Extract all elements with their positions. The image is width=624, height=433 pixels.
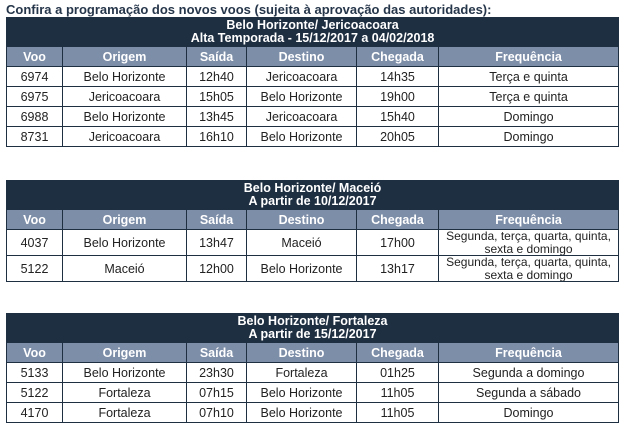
column-header-saida: Saída xyxy=(187,343,247,363)
cell-voo: 6988 xyxy=(7,107,63,127)
cell-frequencia: Domingo xyxy=(439,107,619,127)
cell-destino: Belo Horizonte xyxy=(247,383,357,403)
column-header-chegada: Chegada xyxy=(357,47,439,67)
table-row xyxy=(7,87,619,107)
cell-voo: 6974 xyxy=(7,67,63,87)
cell-voo: 5133 xyxy=(7,363,63,383)
cell-saida: 12h40 xyxy=(187,67,247,87)
cell-destino: Belo Horizonte xyxy=(247,127,357,147)
column-header-chegada: Chegada xyxy=(357,343,439,363)
flight-table-maceio xyxy=(6,180,618,282)
cell-voo: 5122 xyxy=(7,256,63,282)
cell-origem: Maceió xyxy=(63,256,187,282)
column-header-voo: Voo xyxy=(7,343,63,363)
cell-chegada: 17h00 xyxy=(357,230,439,256)
cell-saida: 15h05 xyxy=(187,87,247,107)
column-header-origem: Origem xyxy=(63,47,187,67)
table-row xyxy=(7,67,619,87)
table-row xyxy=(7,230,619,256)
cell-saida: 23h30 xyxy=(187,363,247,383)
table-row xyxy=(7,107,619,127)
route-period: A partir de 15/12/2017 xyxy=(248,327,377,341)
column-header-voo: Voo xyxy=(7,47,63,67)
cell-destino: Jericoacoara xyxy=(247,67,357,87)
column-header-origem: Origem xyxy=(63,210,187,230)
cell-chegada: 01h25 xyxy=(357,363,439,383)
cell-destino: Belo Horizonte xyxy=(247,256,357,282)
cell-origem: Belo Horizonte xyxy=(63,107,187,127)
flight-table-fortaleza xyxy=(6,313,618,423)
cell-chegada: 15h40 xyxy=(357,107,439,127)
intro-text: Confira a programação dos novos voos (sujeita à aprovação das autoridades): xyxy=(6,2,492,17)
cell-voo: 5122 xyxy=(7,383,63,403)
table-row xyxy=(7,383,619,403)
cell-destino: Belo Horizonte xyxy=(247,87,357,107)
cell-voo: 6975 xyxy=(7,87,63,107)
cell-frequencia: Segunda, terça, quarta, quinta, sexta e domingo xyxy=(439,256,619,282)
cell-origem: Belo Horizonte xyxy=(63,363,187,383)
cell-chegada: 20h05 xyxy=(357,127,439,147)
cell-origem: Belo Horizonte xyxy=(63,230,187,256)
cell-saida: 07h15 xyxy=(187,383,247,403)
cell-origem: Fortaleza xyxy=(63,383,187,403)
column-header-destino: Destino xyxy=(247,210,357,230)
column-header-saida: Saída xyxy=(187,210,247,230)
table-row xyxy=(7,363,619,383)
table-title xyxy=(7,18,619,47)
table-row xyxy=(7,403,619,423)
cell-saida: 16h10 xyxy=(187,127,247,147)
table-row xyxy=(7,256,619,282)
cell-frequencia: Segunda, terça, quarta, quinta, sexta e domingo xyxy=(439,230,619,256)
table-title xyxy=(7,314,619,343)
route-title: Belo Horizonte/ Jericoacoara xyxy=(226,18,399,32)
cell-frequencia: Segunda a domingo xyxy=(439,363,619,383)
cell-saida: 13h45 xyxy=(187,107,247,127)
cell-origem: Jericoacoara xyxy=(63,127,187,147)
cell-frequencia: Segunda a sábado xyxy=(439,383,619,403)
cell-voo: 8731 xyxy=(7,127,63,147)
cell-origem: Jericoacoara xyxy=(63,87,187,107)
cell-chegada: 11h05 xyxy=(357,403,439,423)
cell-chegada: 11h05 xyxy=(357,383,439,403)
cell-saida: 07h10 xyxy=(187,403,247,423)
cell-chegada: 19h00 xyxy=(357,87,439,107)
cell-frequencia: Terça e quinta xyxy=(439,67,619,87)
flight-table-jericoacoara xyxy=(6,17,618,147)
cell-voo: 4037 xyxy=(7,230,63,256)
cell-origem: Fortaleza xyxy=(63,403,187,423)
route-period: A partir de 10/12/2017 xyxy=(248,194,377,208)
cell-frequencia: Domingo xyxy=(439,403,619,423)
cell-origem: Belo Horizonte xyxy=(63,67,187,87)
table-title xyxy=(7,181,619,210)
cell-voo: 4170 xyxy=(7,403,63,423)
column-header-voo: Voo xyxy=(7,210,63,230)
table-row xyxy=(7,127,619,147)
route-period: Alta Temporada - 15/12/2017 a 04/02/2018 xyxy=(190,31,435,45)
cell-destino: Jericoacoara xyxy=(247,107,357,127)
cell-chegada: 14h35 xyxy=(357,67,439,87)
column-header-saida: Saída xyxy=(187,47,247,67)
cell-saida: 12h00 xyxy=(187,256,247,282)
route-title: Belo Horizonte/ Fortaleza xyxy=(237,314,388,328)
column-header-origem: Origem xyxy=(63,343,187,363)
column-header-chegada: Chegada xyxy=(357,210,439,230)
column-header-destino: Destino xyxy=(247,47,357,67)
column-header-frequencia: Frequência xyxy=(439,47,619,67)
cell-chegada: 13h17 xyxy=(357,256,439,282)
cell-frequencia: Terça e quinta xyxy=(439,87,619,107)
cell-frequencia: Domingo xyxy=(439,127,619,147)
cell-destino: Fortaleza xyxy=(247,363,357,383)
column-header-destino: Destino xyxy=(247,343,357,363)
column-header-frequencia: Frequência xyxy=(439,343,619,363)
cell-destino: Maceió xyxy=(247,230,357,256)
column-header-frequencia: Frequência xyxy=(439,210,619,230)
cell-destino: Belo Horizonte xyxy=(247,403,357,423)
cell-saida: 13h47 xyxy=(187,230,247,256)
route-title: Belo Horizonte/ Maceió xyxy=(243,181,382,195)
